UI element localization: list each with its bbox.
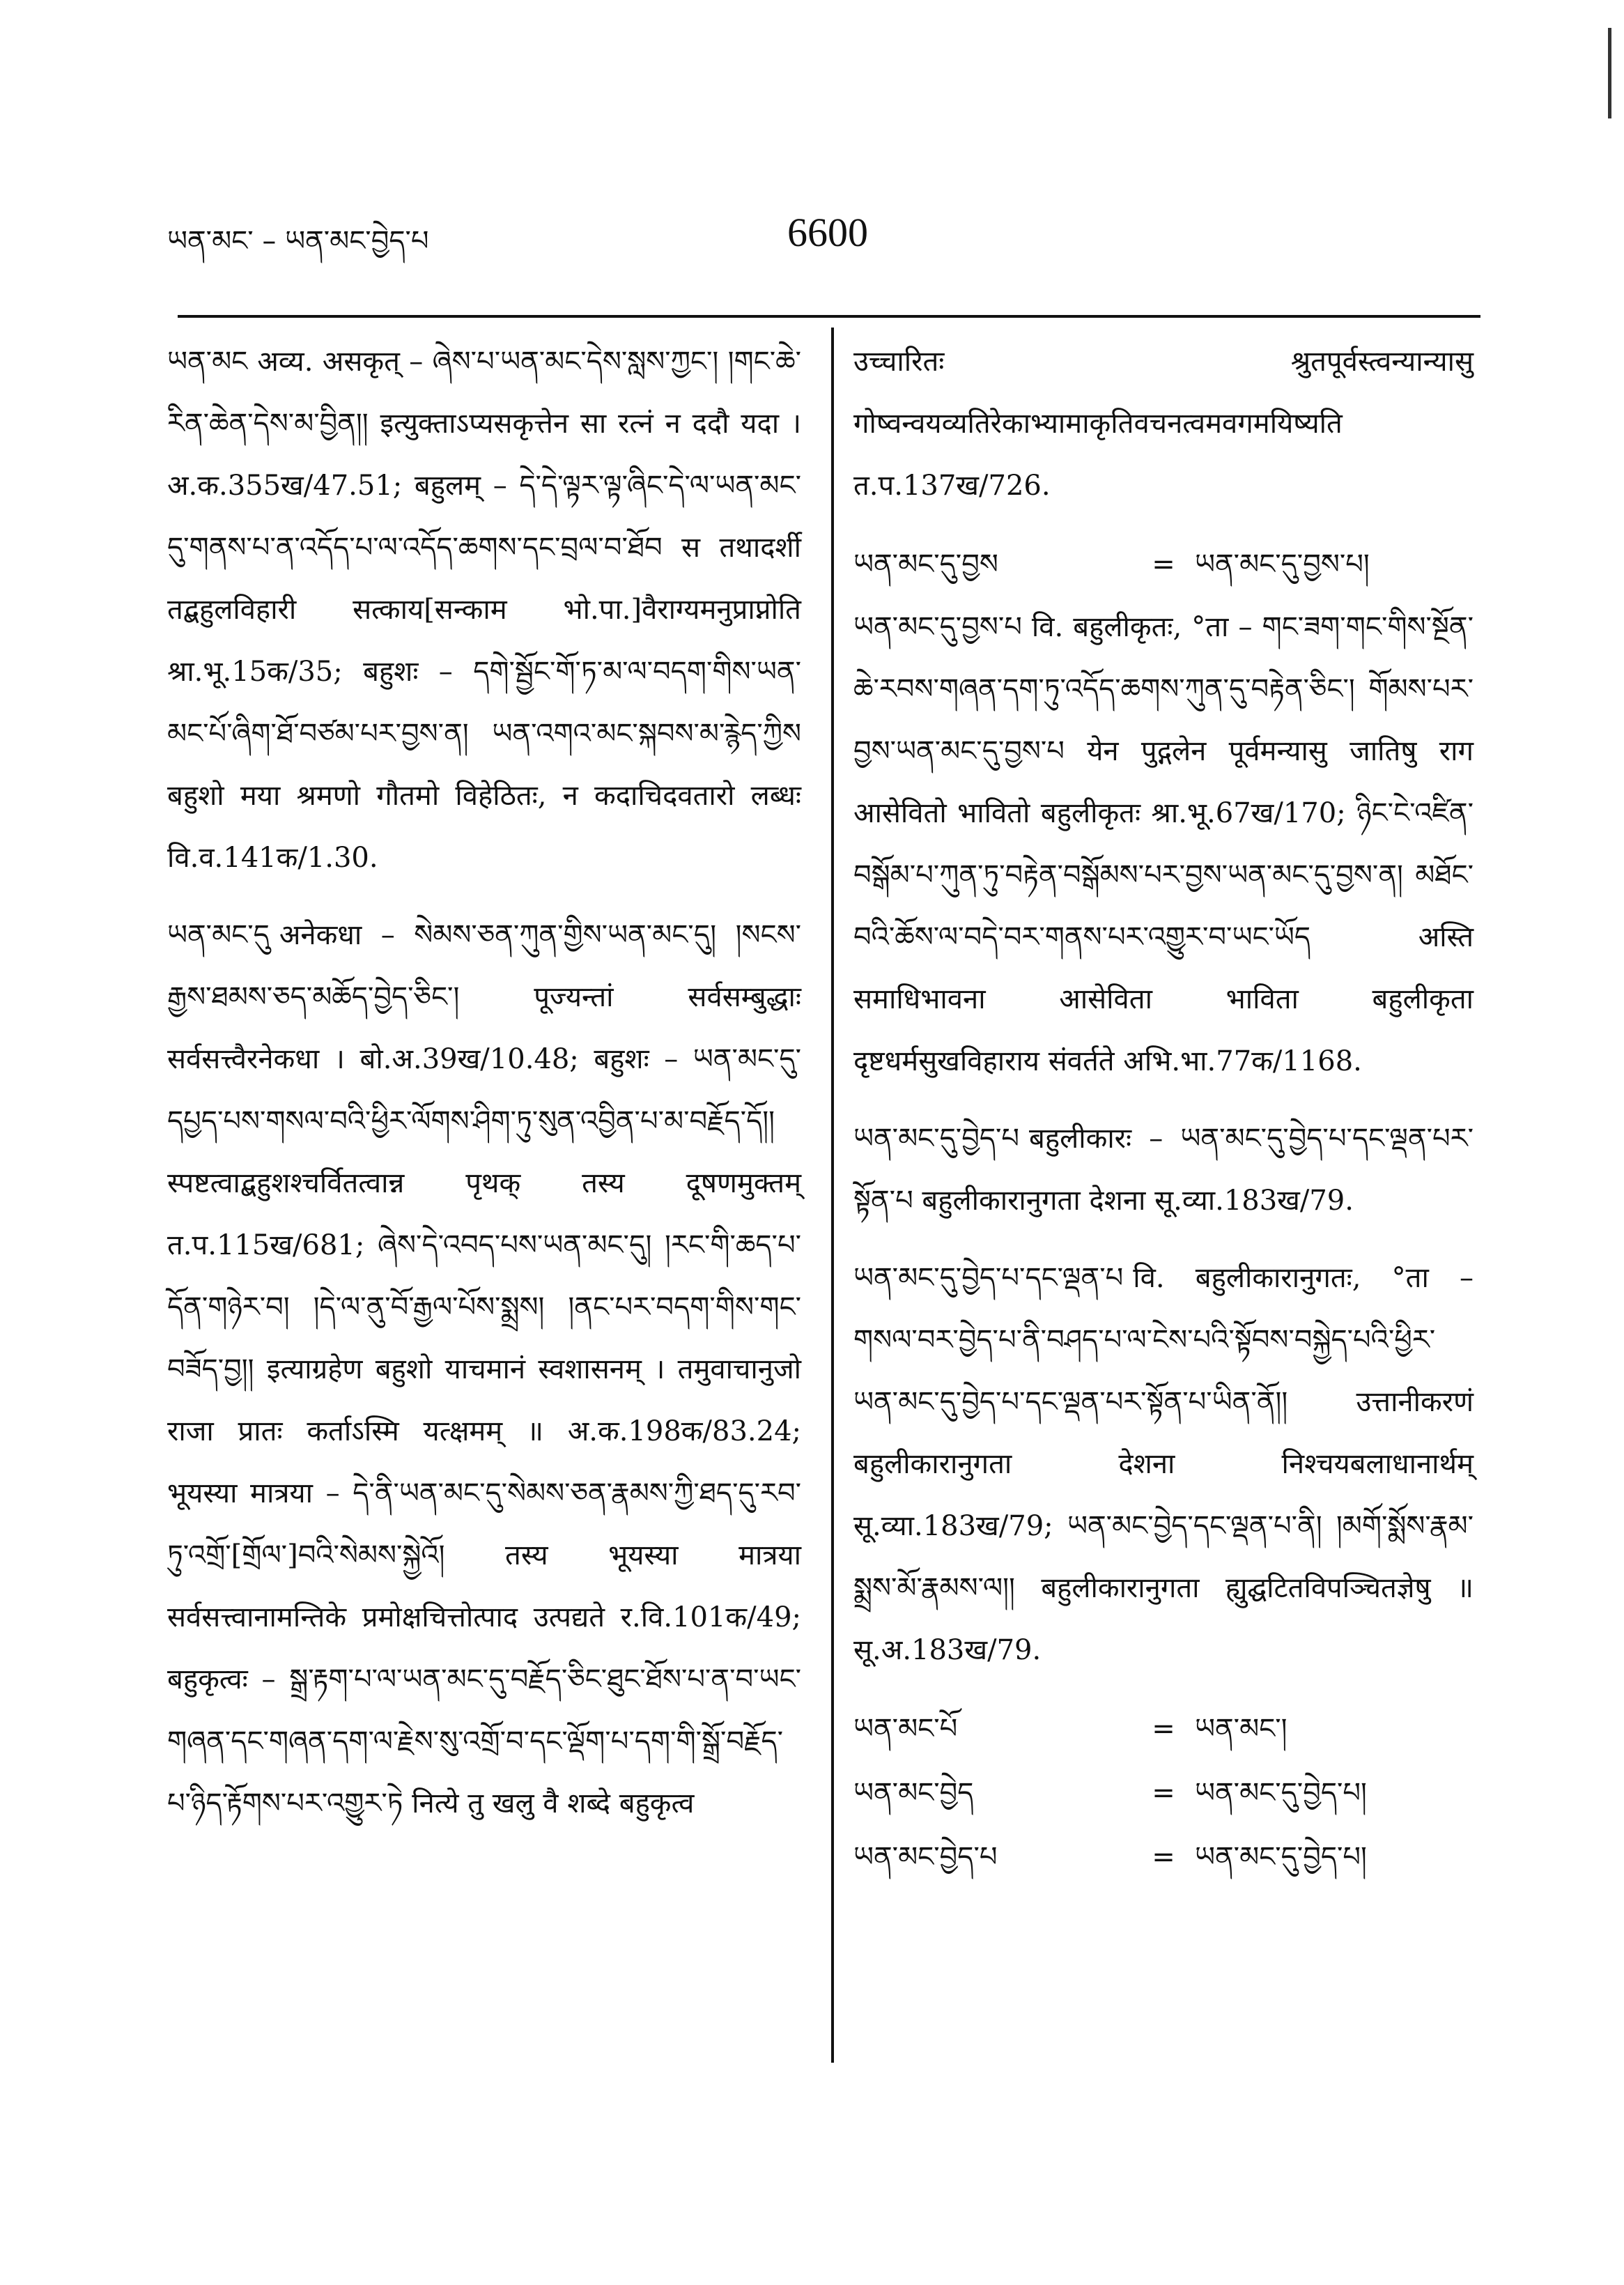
- cross-reference-entry: [853, 532, 1474, 597]
- equals-sign: =: [1152, 1840, 1175, 1873]
- entry-body: वि. बहुलीकृतः, °ता – གང་ཟག་གང་གིས་སྔོན་ཆེ་རབས་གཞན་དག་ཏུ་འདོད་ཆགས་ཀུན་དུ་བརྟེན་ཅིང་། གོམས་པར་བྱས་ཡན་མང་དུ་བྱས་པ येन पुद्गलेन पूर्वमन्यासु जातिषु राग आसेवितो भावितो बहुलीकृतः श्रा.भू.67ख/170; ཉིང་ངེ་འཛིན་བསྒོམ་པ་ཀུན་ཏུ་བརྟེན་བསྒོམས་པར་བྱས་ཡན་མང་དུ་བྱས་ན། མཐོང་བའི་ཆོས་ལ་བདེ་བར་གནས་པར་འགྱུར་བ་ཡང་ཡོད अस्ति समाधिभावना आसेविता भाविता बहुलीकृता दृष्टधर्मसुखविहाराय संवर्तते अभि.भा.77क/1168.: [853, 611, 1474, 1077]
- xref-target: ཡན་མང་དུ་བྱེད་པ།: [1195, 1840, 1367, 1873]
- entry-headword: ཡན་མང་དུ་བྱས་པ: [853, 611, 1022, 643]
- dictionary-entry: [853, 597, 1474, 1093]
- xref-headword: ཡན་མང་དུ་བྱས: [853, 548, 998, 580]
- equals-sign: =: [1152, 1712, 1175, 1745]
- entry-headword: ཡན་མང་དུ་བྱེད་པ: [853, 1123, 1020, 1155]
- dictionary-entry: [167, 905, 801, 1835]
- dictionary-entry-continued: [853, 331, 1474, 517]
- entry-body: उच्चारितः श्रुतपूर्वस्त्वन्यान्यासु गोष्वन्वयव्यतिरेकाभ्यामाकृतिवचनत्वमवगमयिष्यति त.प.137ख/726.: [853, 346, 1474, 502]
- entry-headword: ཡན་མང་དུ: [167, 919, 270, 951]
- entry-headword: ཡན་མང: [167, 346, 248, 378]
- cross-reference-entry: [853, 1697, 1474, 1761]
- entry-body: वि. बहुलीकारानुगतः, °ता – གསལ་བར་བྱེད་པ་ནི་བཤད་པ་ལ་ངེས་པའི་སྟོབས་བསྐྱེད་པའི་ཕྱིར་ཡན་མང་དུ་བྱེད་པ་དང་ལྡན་པར་སྟོན་པ་ཡིན་ནོ།། उत्तानीकरणं बहुलीकारानुगता देशना निश्चयबलाधानार्थम् सू.व्या.183ख/79; ཡན་མང་བྱེད་དང་ལྡན་པ་ནི། །མགོ་སྨོས་རྣམ་སྨྲས་མོ་རྣམས་ལ།། बहुलीकारानुगता ह्युद्घटितविपञ्चितज्ञेषु ॥ सू.अ.183ख/79.: [853, 1262, 1474, 1666]
- entry-body: अव्य. असकृत् – ཞེས་པ་ཡན་མང་དེས་སླས་ཀྱང་། །གང་ཆེ་རིན་ཆེན་དེས་མ་བྱིན།། इत्युक्ताऽप्यसकृत्तेन सा रत्नं न ददौ यदा । अ.क.355ख/47.51; बहुलम् – དེ་དེ་ལྟར་ལྟ་ཞིང་དེ་ལ་ཡན་མང་དུ་གནས་པ་ན་འདོད་པ་ལ་འདོད་ཆགས་དང་བྲལ་བ་ཐོབ स तथादर्शी तद्बहुलविहारी सत्काय[सन्काम भो.पा.]वैराग्यमनुप्राप्नोति श्रा.भू.15क/35; बहुशः – དགེ་སྦྱོང་གོ་ཏ་མ་ལ་བདག་གིས་ཡན་མང་པོ་ཞིག་ཐོ་བཙམ་པར་བྱས་ན། ཡན་འགའ་མང་སྐབས་མ་རྙེད་ཀྱིས बहुशो मया श्रमणो गौतमो विहेठितः, न कदाचिदवतारो लब्धः वि.व.141क/1.30.: [167, 346, 801, 874]
- cross-reference-entry: [853, 1825, 1474, 1889]
- cross-reference-entry: [853, 1761, 1474, 1825]
- equals-sign: =: [1152, 1776, 1175, 1809]
- xref-target: ཡན་མང་དུ་བྱས་པ།: [1195, 548, 1370, 580]
- column-divider: [831, 328, 834, 2063]
- xref-headword: ཡན་མང་བྱེད་པ: [853, 1840, 998, 1873]
- running-head: ཡན་མང་ – ཡན་མང་བྱེད་པ: [167, 225, 429, 257]
- xref-target: ཡན་མང་དུ་བྱེད་པ།: [1195, 1776, 1367, 1809]
- right-column: [853, 331, 1474, 1889]
- left-column: [167, 331, 801, 1850]
- dictionary-entry: [167, 331, 801, 889]
- entry-body: बहुलीकारः – ཡན་མང་དུ་བྱེད་པ་དང་ལྡན་པར་སྟོན་པ बहुलीकारानुगता देशना सू.व्या.183ख/79.: [853, 1123, 1474, 1217]
- entry-body: अनेकधा – སེམས་ཅན་ཀུན་གྱིས་ཡན་མང་དུ། །སངས་རྒྱས་ཐམས་ཅད་མཆོད་བྱེད་ཅིང་། पूज्यन्तां सर्वसम्बुद्धाः सर्वसत्त्वैरनेकधा । बो.अ.39ख/10.48; बहुशः – ཡན་མང་དུ་དཔྱད་པས་གསལ་བའི་ཕྱིར་ལོགས་ཤིག་ཏུ་སུན་འབྱིན་པ་མ་བརྗོད་དོ།། स्पष्टत्वाद्बहुशश्चर्वितत्वान्न पृथक् तस्य दूषणमुक्तम् त.प.115ख/681; ཞེས་དེ་འབད་པས་ཡན་མང་དུ། །རང་གི་ཆད་པ་དོན་གཉེར་བ། །དེ་ལ་ནུ་བོ་རྒྱལ་པོས་སྨྲས། །ནང་པར་བདག་གིས་གང་བཟོད་བྱ།། इत्याग्रहेण बहुशो याचमानं स्वशासनम् । तमुवाचानुजो राजा प्रातः कर्ताऽस्मि यत्क्षमम् ॥ अ.क.198क/83.24; भूयस्या मात्रया – དེ་ནི་ཡན་མང་དུ་སེམས་ཅན་རྣམས་ཀྱི་ཐད་དུ་རབ་ཏུ་འགྲོ་[གྲོལ་]བའི་སེམས་སྐྱེའོ། तस्य भूयस्या मात्रया सर्वसत्त्वानामन्तिके प्रमोक्षचित्तोत्पाद उत्पद्यते र.वि.101क/49; बहुकृत्वः – སྒྲ་རྟག་པ་ལ་ཡན་མང་དུ་བརྗོད་ཅིང་ཐུང་ཐོས་པ་ན་བ་ཡང་གཞན་དང་གཞན་དག་ལ་རྗེས་སུ་འགྲོ་བ་དང་ལྡོག་པ་དག་གི་སྒྲོ་བརྗོད་པ་ཉིད་རྟོགས་པར་འགྱུར་ཏེ नित्ये तु खलु वै शब्दे बहुकृत्व: [167, 919, 801, 1819]
- entry-headword: ཡན་མང་དུ་བྱེད་པ་དང་ལྡན་པ: [853, 1262, 1124, 1294]
- equals-sign: =: [1152, 548, 1175, 580]
- dictionary-entry: [853, 1108, 1474, 1232]
- xref-target: ཡན་མང་།: [1195, 1712, 1287, 1745]
- dictionary-entry: [853, 1247, 1474, 1682]
- header-rule: [178, 315, 1480, 318]
- scan-edge-mark: [1608, 28, 1611, 118]
- xref-headword: ཡན་མང་བྱེད: [853, 1776, 974, 1809]
- xref-headword: ཡན་མང་པོ: [853, 1712, 958, 1745]
- page-number: 6600: [787, 210, 868, 255]
